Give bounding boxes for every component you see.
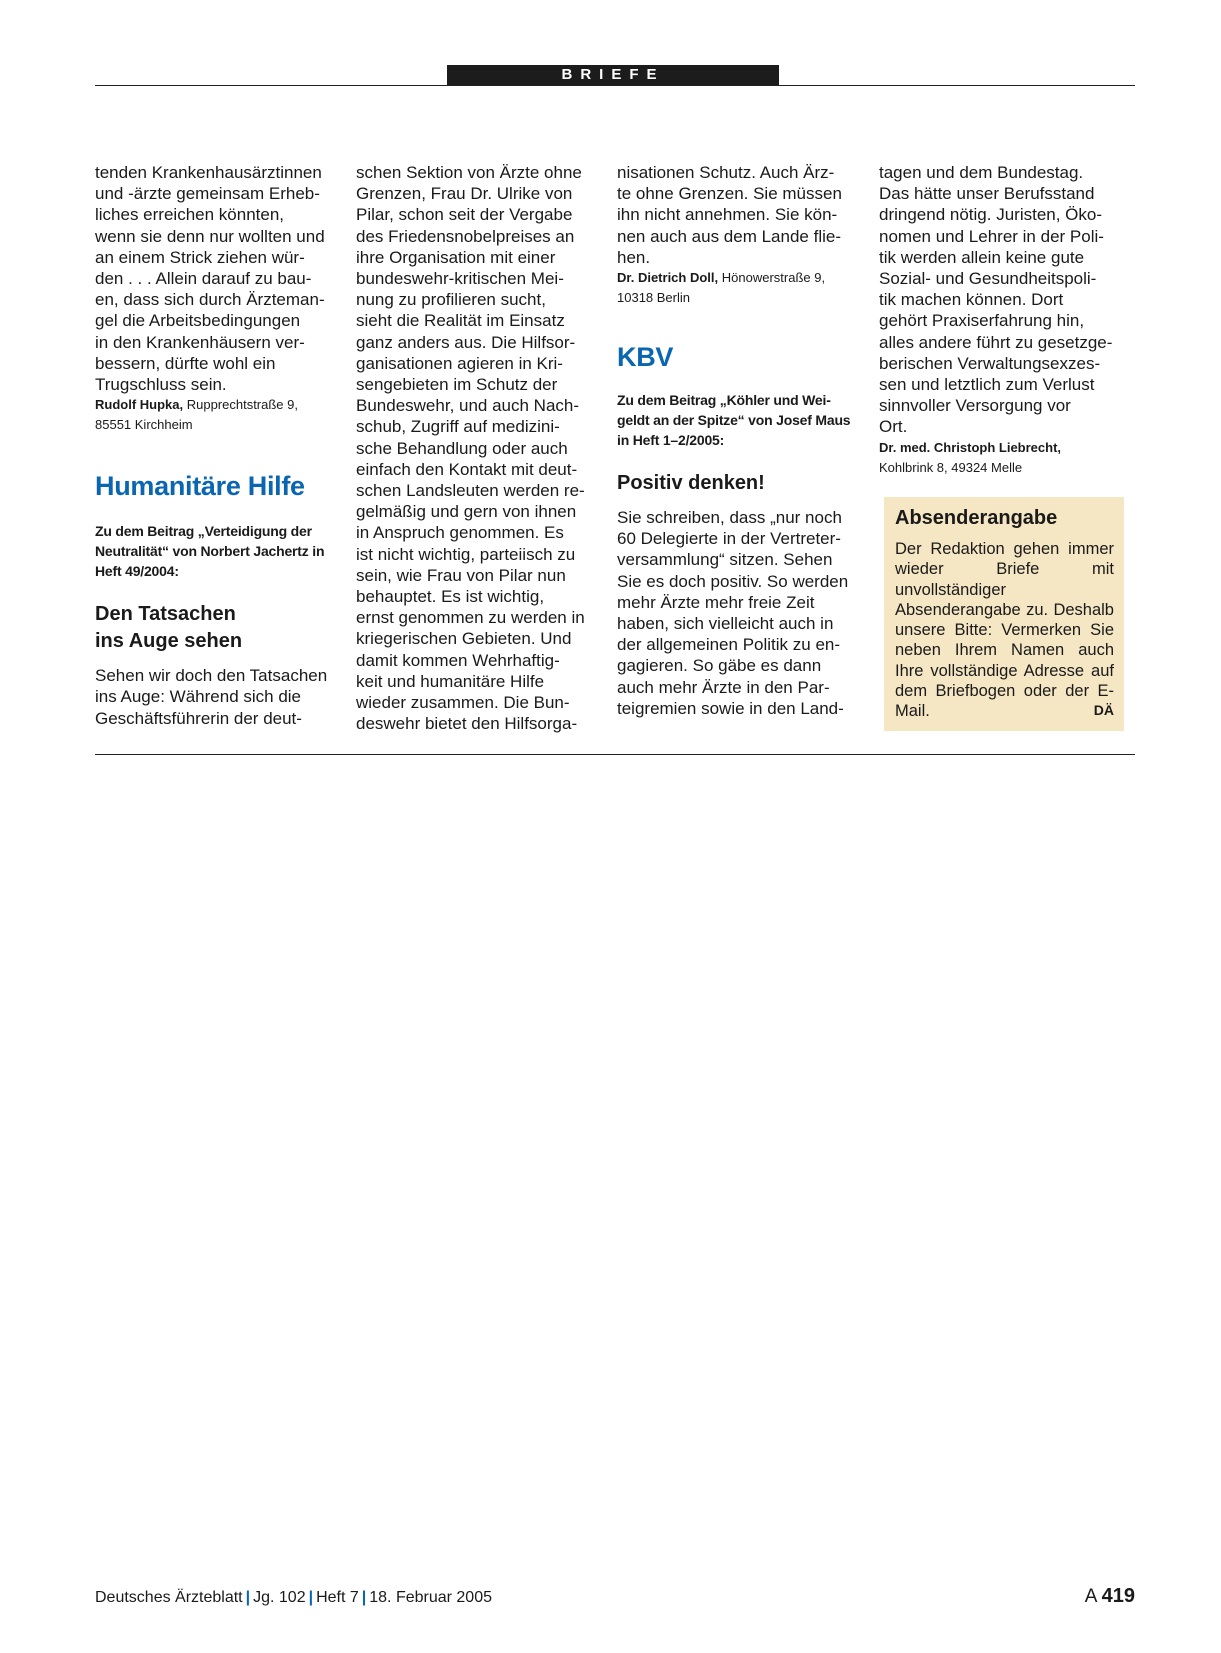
- text-line: Ort.: [879, 417, 908, 437]
- letter-paragraph: [617, 507, 867, 719]
- text-line: 60 Delegierte in der Vertreter-: [617, 529, 841, 549]
- text-line: Zu dem Beitrag „Verteidigung der: [95, 523, 312, 540]
- signature: [95, 395, 345, 435]
- letter-paragraph: [95, 665, 345, 729]
- box-signature: DÄ: [1093, 701, 1114, 718]
- text-line: damit kommen Wehrhaftig-: [356, 650, 560, 670]
- bottom-rule: [95, 754, 1135, 755]
- text-line: schub, Zugriff auf medizini-: [356, 417, 560, 437]
- letter-paragraph: [95, 162, 345, 395]
- text-line: ins Auge: Während sich die: [95, 687, 302, 707]
- text-line: bessern, dürfte wohl ein: [95, 353, 276, 373]
- text-line: wenn sie denn nur wollten und: [95, 226, 325, 246]
- sender-info-box: [884, 497, 1124, 731]
- text-line: auch mehr Ärzte in den Par-: [617, 677, 830, 697]
- signature: [617, 268, 867, 308]
- top-rule: [95, 85, 1135, 86]
- text-line: ins Auge sehen: [95, 630, 243, 653]
- text-line: gehört Praxiserfahrung hin,: [879, 311, 1085, 331]
- column-3: [617, 162, 867, 719]
- text-line: Heft 49/2004:: [95, 563, 179, 580]
- letter-title: [95, 601, 345, 655]
- text-line: in den Krankenhäusern ver-: [95, 332, 305, 352]
- column-4: [879, 162, 1129, 478]
- text-line: und -ärzte gemeinsam Erheb-: [95, 184, 320, 204]
- text-line: schen Sektion von Ärzte ohne: [356, 163, 582, 182]
- text-line: ernst genommen zu werden in: [356, 608, 585, 628]
- letter-paragraph: [617, 162, 867, 268]
- column-2: [356, 162, 606, 734]
- text-line: tik machen können. Dort: [879, 290, 1064, 310]
- text-line: ihn nicht annehmen. Sie kön-: [617, 205, 838, 225]
- text-line: te ohne Grenzen. Sie müssen: [617, 184, 842, 204]
- text-line: schen Landsleuten werden re-: [356, 481, 585, 501]
- text-line: nomen und Lehrer in der Poli-: [879, 226, 1104, 246]
- text-line: Trugschluss sein.: [95, 375, 227, 395]
- text-line: liches erreichen könnten,: [95, 205, 285, 225]
- letter-title: Positiv denken!: [617, 472, 765, 495]
- text-line: Sehen wir doch den Tatsachen: [95, 666, 328, 686]
- text-line: Grenzen, Frau Dr. Ulrike von: [356, 184, 573, 204]
- page-number: [1085, 1584, 1135, 1609]
- text-line: nung zu profilieren sucht,: [356, 290, 546, 310]
- footer-separator: |: [308, 1589, 314, 1606]
- signature-name: Dr. med. Christoph Liebrecht,: [879, 439, 1062, 455]
- text-line: ganisationen agieren in Kri-: [356, 353, 563, 373]
- letter-paragraph: [356, 162, 606, 734]
- text-line: teigremien sowie in den Land-: [617, 698, 844, 718]
- text-line: sche Behandlung oder auch: [356, 438, 568, 458]
- text-line: nen auch aus dem Lande flie-: [617, 226, 841, 246]
- signature-city: 10318 Berlin: [617, 290, 690, 306]
- text-line: sengebieten im Schutz der: [356, 375, 558, 395]
- journal-name: Deutsches Ärzteblatt: [95, 1589, 243, 1606]
- text-line: bundeswehr-kritischen Mei-: [356, 269, 564, 289]
- article-reference: [95, 521, 345, 581]
- text-line: hen.: [617, 247, 651, 267]
- text-line: wieder zusammen. Die Bun-: [356, 693, 570, 713]
- text-line: des Friedensnobelpreises an: [356, 226, 575, 246]
- text-line: an einem Strick ziehen wür-: [95, 247, 305, 267]
- text-line: einfach den Kontakt mit deut-: [356, 459, 578, 479]
- text-line: behauptet. Es ist wichtig,: [356, 587, 545, 607]
- signature-city: 85551 Kirchheim: [95, 417, 193, 433]
- text-line: dringend nötig. Juristen, Öko-: [879, 205, 1103, 225]
- text-line: berischen Verwaltungsexzes-: [879, 353, 1101, 373]
- text-line: Bundeswehr, und auch Nach-: [356, 396, 580, 416]
- text-line: gelmäßig und gern von ihnen: [356, 502, 577, 522]
- text-line: Zu dem Beitrag „Köhler und Wei-: [617, 392, 831, 409]
- footer: [95, 1587, 492, 1609]
- text-line: versammlung“ sitzen. Sehen: [617, 550, 833, 570]
- issue: Heft 7: [316, 1589, 359, 1606]
- text-line: ganz anders aus. Die Hilfsor-: [356, 332, 576, 352]
- page-prefix: A: [1084, 1586, 1102, 1607]
- text-line: Sie es doch positiv. So werden: [617, 571, 849, 591]
- signature-name: Rudolf Hupka,: [95, 397, 184, 413]
- volume: Jg. 102: [253, 1589, 306, 1606]
- text-line: in Heft 1–2/2005:: [617, 432, 725, 449]
- text-line: kriegerischen Gebieten. Und: [356, 629, 572, 649]
- text-line: sinnvoller Versorgung vor: [879, 396, 1071, 416]
- text-line: deswehr bietet den Hilfsorga-: [356, 714, 578, 734]
- text-line: tagen und dem Bundestag.: [879, 163, 1084, 182]
- footer-separator: |: [245, 1589, 251, 1606]
- text-line: nisationen Schutz. Auch Ärz-: [617, 163, 835, 182]
- text-line: Pilar, schon seit der Vergabe: [356, 205, 573, 225]
- text-line: der allgemeinen Politik zu en-: [617, 635, 841, 655]
- footer-separator: |: [361, 1589, 367, 1606]
- text-line: gel die Arbeitsbedingungen: [95, 311, 301, 331]
- signature-address: Hönowerstraße 9,: [718, 270, 826, 286]
- text-line: ist nicht wichtig, parteiisch zu: [356, 544, 576, 564]
- signature-name: Dr. Dietrich Doll,: [617, 270, 719, 286]
- text-line: sein, wie Frau von Pilar nun: [356, 565, 566, 585]
- text-line: tik werden allein keine gute: [879, 247, 1085, 267]
- text-line: Sozial- und Gesundheitspoli-: [879, 269, 1097, 289]
- text-line: ihre Organisation mit einer: [356, 247, 556, 267]
- signature: [879, 438, 1129, 478]
- text-line: alles andere führt zu gesetzge-: [879, 332, 1113, 352]
- text-line: Geschäftsführerin der deut-: [95, 708, 302, 728]
- text-line: Sie schreiben, dass „nur noch: [617, 508, 842, 528]
- text-line: haben, sich vielleicht auch in: [617, 614, 834, 634]
- section-label: BRIEFE: [561, 66, 665, 83]
- text-line: den . . . Allein darauf zu bau-: [95, 269, 312, 289]
- box-body: Der Redaktion gehen immer wieder Briefe mit unvollständiger Absenderangabe zu. Deshalb unsere Bitte: Vermerken Sie neben Ihrem Namen auch Ihre vollständige Adresse auf dem Briefbogen oder der E-Mail.: [895, 540, 1114, 721]
- text-line: Das hätte unser Berufsstand: [879, 184, 1095, 204]
- signature-address: Kohlbrink 8, 49324 Melle: [879, 459, 1023, 475]
- issue-date: 18. Februar 2005: [369, 1589, 492, 1606]
- text-line: geldt an der Spitze“ von Josef Maus: [617, 412, 851, 429]
- text-line: Den Tatsachen: [95, 603, 236, 626]
- text-line: in Anspruch genommen. Es: [356, 523, 564, 543]
- text-line: keit und humanitäre Hilfe: [356, 671, 545, 691]
- letter-paragraph: [879, 162, 1129, 438]
- section-heading: Humanitäre Hilfe: [95, 471, 305, 502]
- text-line: Neutralität“ von Norbert Jachertz in: [95, 543, 325, 560]
- section-label-bar: [447, 65, 779, 85]
- column-1: [95, 162, 345, 729]
- article-reference: [617, 390, 867, 450]
- box-title: Absenderangabe: [895, 507, 1058, 529]
- text-line: en, dass sich durch Ärzteman-: [95, 290, 325, 310]
- signature-address: Rupprechtstraße 9,: [183, 397, 298, 413]
- text-line: sieht die Realität im Einsatz: [356, 311, 565, 331]
- text-line: tenden Krankenhausärztinnen: [95, 163, 322, 182]
- text-line: gagieren. So gäbe es dann: [617, 656, 822, 676]
- text-line: sen und letztlich zum Verlust: [879, 375, 1095, 395]
- text-line: mehr Ärzte mehr freie Zeit: [617, 592, 815, 612]
- page-number-value: 419: [1101, 1585, 1135, 1607]
- section-heading: KBV: [617, 342, 674, 373]
